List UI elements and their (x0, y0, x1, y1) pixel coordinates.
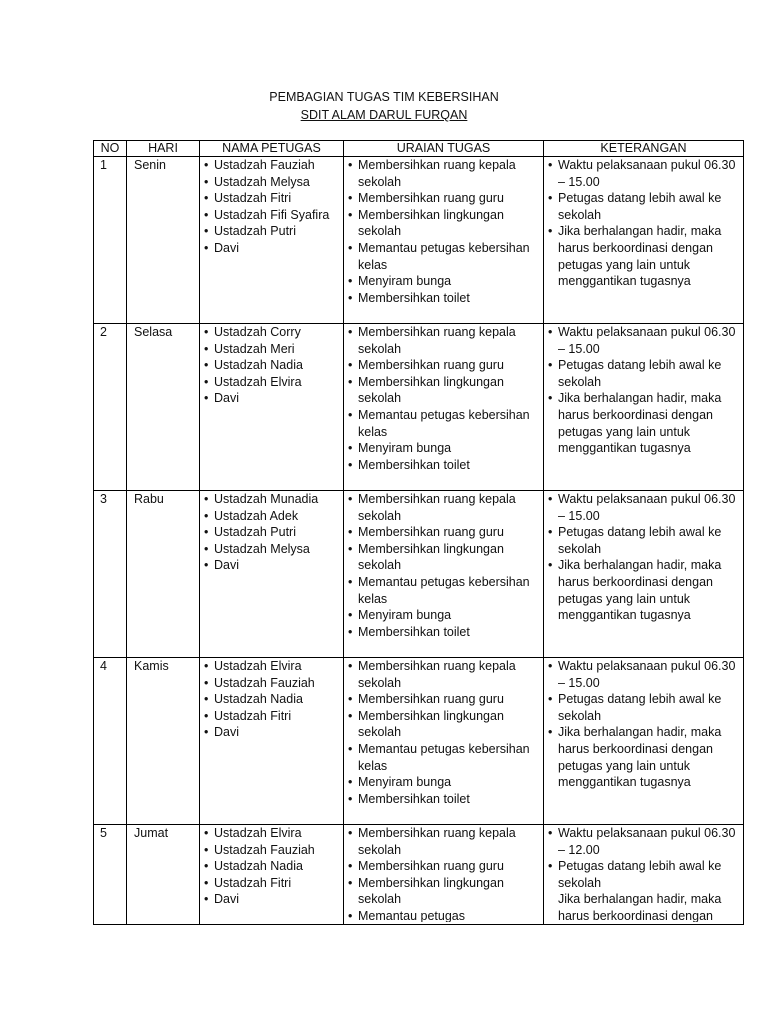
note-item: • Waktu pelaksanaan pukul 06.30 – 15.00 (548, 491, 739, 524)
row-number: 2 (94, 324, 127, 491)
note-item: • Jika berhalangan hadir, maka harus berkoordinasi dengan petugas yang lain untuk menggantikan tugasnya (548, 724, 739, 790)
staff-item: • Ustadzah Corry (204, 324, 339, 341)
note-item: • Waktu pelaksanaan pukul 06.30 – 15.00 (548, 324, 739, 357)
task-item: • Membersihkan toilet (348, 457, 539, 474)
table-row (94, 658, 744, 825)
task-list (348, 658, 539, 807)
task-item: • Membersihkan toilet (348, 290, 539, 307)
note-item: • Jika berhalangan hadir, maka harus berkoordinasi dengan petugas yang lain untuk menggantikan tugasnya (548, 557, 739, 623)
note-item: • Waktu pelaksanaan pukul 06.30 – 12.00 (548, 825, 739, 858)
task-item: • Membersihkan toilet (348, 791, 539, 808)
staff-item: • Ustadzah Nadia (204, 691, 339, 708)
staff-item: • Ustadzah Fitri (204, 190, 339, 207)
row-number: 4 (94, 658, 127, 825)
table-row (94, 491, 744, 658)
note-list (548, 324, 739, 457)
staff-item: • Ustadzah Meri (204, 341, 339, 358)
task-cell (344, 157, 544, 324)
note-cell (544, 157, 744, 324)
note-list (548, 658, 739, 791)
staff-cell (200, 825, 344, 925)
task-item: • Menyiram bunga (348, 607, 539, 624)
task-item: • Membersihkan ruang guru (348, 524, 539, 541)
task-list (348, 157, 539, 306)
task-item: • Menyiram bunga (348, 774, 539, 791)
task-list (348, 825, 539, 922)
staff-list (204, 157, 339, 257)
staff-list (204, 825, 339, 908)
note-cell (544, 658, 744, 825)
task-item: • Membersihkan lingkungan sekolah (348, 374, 539, 407)
staff-list (204, 658, 339, 741)
note-item: • Petugas datang lebih awal ke sekolah (548, 858, 739, 891)
note-cell (544, 491, 744, 658)
staff-cell (200, 491, 344, 658)
task-cell (344, 491, 544, 658)
note-item: • Petugas datang lebih awal ke sekolah (548, 524, 739, 557)
task-item: • Memantau petugas kebersihan kelas (348, 407, 539, 440)
note-cell (544, 825, 744, 925)
task-item: • Memantau petugas kebersihan kelas (348, 574, 539, 607)
staff-item: • Ustadzah Putri (204, 524, 339, 541)
note-item: • Jika berhalangan hadir, maka harus berkoordinasi dengan petugas yang lain untuk menggantikan tugasnya (548, 223, 739, 289)
staff-item: • Davi (204, 557, 339, 574)
table-row (94, 157, 744, 324)
task-item: • Membersihkan ruang kepala sekolah (348, 491, 539, 524)
note-list (548, 157, 739, 290)
task-item: • Membersihkan lingkungan sekolah (348, 875, 539, 908)
row-day: Selasa (127, 324, 200, 491)
note-cell-clip (548, 825, 739, 922)
task-cell (344, 324, 544, 491)
staff-item: • Ustadzah Elvira (204, 374, 339, 391)
staff-item: • Davi (204, 240, 339, 257)
task-item: • Menyiram bunga (348, 440, 539, 457)
staff-list (204, 324, 339, 407)
task-item: • Membersihkan ruang guru (348, 858, 539, 875)
staff-item: • Ustadzah Fitri (204, 875, 339, 892)
row-day: Jumat (127, 825, 200, 925)
task-item: • Membersihkan ruang kepala sekolah (348, 157, 539, 190)
task-item: • Membersihkan ruang guru (348, 190, 539, 207)
task-item: • Membersihkan lingkungan sekolah (348, 708, 539, 741)
task-item: • Memantau petugas kebersihan kelas (348, 741, 539, 774)
task-item: • Membersihkan toilet (348, 624, 539, 641)
column-header-no: NO (94, 141, 127, 157)
staff-item: • Davi (204, 891, 339, 908)
column-header-uraian-tugas: URAIAN TUGAS (344, 141, 544, 157)
table-header-row (94, 141, 744, 157)
note-item: • Waktu pelaksanaan pukul 06.30 – 15.00 (548, 157, 739, 190)
staff-item: • Ustadzah Elvira (204, 658, 339, 675)
staff-item: • Davi (204, 724, 339, 741)
task-list (348, 324, 539, 473)
task-item: • Memantau petugas (348, 908, 539, 922)
staff-cell (200, 324, 344, 491)
staff-item: • Ustadzah Melysa (204, 541, 339, 558)
row-day: Rabu (127, 491, 200, 658)
task-item: • Membersihkan ruang guru (348, 691, 539, 708)
staff-item: • Ustadzah Nadia (204, 357, 339, 374)
row-day: Kamis (127, 658, 200, 825)
staff-item: • Ustadzah Putri (204, 223, 339, 240)
row-number: 5 (94, 825, 127, 925)
note-cell (544, 324, 744, 491)
row-day: Senin (127, 157, 200, 324)
row-number: 3 (94, 491, 127, 658)
task-item: • Membersihkan ruang kepala sekolah (348, 825, 539, 858)
task-cell (344, 658, 544, 825)
note-list (548, 825, 739, 922)
staff-item: • Ustadzah Fitri (204, 708, 339, 725)
duty-schedule-table (93, 140, 744, 925)
task-item: • Menyiram bunga (348, 273, 539, 290)
staff-item: • Ustadzah Melysa (204, 174, 339, 191)
note-list (548, 491, 739, 624)
row-number: 1 (94, 157, 127, 324)
staff-item: • Ustadzah Elvira (204, 825, 339, 842)
task-item: • Membersihkan ruang kepala sekolah (348, 324, 539, 357)
note-item: • Jika berhalangan hadir, maka harus berkoordinasi dengan petugas yang lain untuk menggantikan tugasnya (548, 390, 739, 456)
document-title: PEMBAGIAN TUGAS TIM KEBERSIHAN (269, 90, 499, 104)
note-item: • Petugas datang lebih awal ke sekolah (548, 357, 739, 390)
staff-list (204, 491, 339, 574)
task-cell-clip (348, 825, 539, 922)
column-header-hari: HARI (127, 141, 200, 157)
staff-item: • Ustadzah Fauziah (204, 675, 339, 692)
task-list (348, 491, 539, 640)
staff-item: • Ustadzah Nadia (204, 858, 339, 875)
staff-item: • Ustadzah Fauziah (204, 842, 339, 859)
staff-item: • Ustadzah Fifi Syafira (204, 207, 339, 224)
school-name: SDIT ALAM DARUL FURQAN (300, 108, 468, 122)
staff-cell (200, 157, 344, 324)
column-header-nama-petugas: NAMA PETUGAS (200, 141, 344, 157)
staff-cell (200, 658, 344, 825)
staff-item: • Davi (204, 390, 339, 407)
task-item: • Membersihkan ruang guru (348, 357, 539, 374)
task-cell (344, 825, 544, 925)
staff-item: • Ustadzah Munadia (204, 491, 339, 508)
task-item: • Membersihkan lingkungan sekolah (348, 207, 539, 240)
table-row (94, 825, 744, 925)
staff-item: • Ustadzah Adek (204, 508, 339, 525)
note-item: • Waktu pelaksanaan pukul 06.30 – 15.00 (548, 658, 739, 691)
task-item: • Memantau petugas kebersihan kelas (348, 240, 539, 273)
column-header-keterangan: KETERANGAN (544, 141, 744, 157)
task-item: • Membersihkan lingkungan sekolah (348, 541, 539, 574)
document-header (0, 88, 768, 124)
table-row (94, 324, 744, 491)
note-item: • Petugas datang lebih awal ke sekolah (548, 691, 739, 724)
task-item: • Membersihkan ruang kepala sekolah (348, 658, 539, 691)
staff-item: • Ustadzah Fauziah (204, 157, 339, 174)
note-item: Jika berhalangan hadir, maka harus berkoordinasi dengan (558, 892, 722, 922)
note-item: • Petugas datang lebih awal ke sekolah (548, 190, 739, 223)
